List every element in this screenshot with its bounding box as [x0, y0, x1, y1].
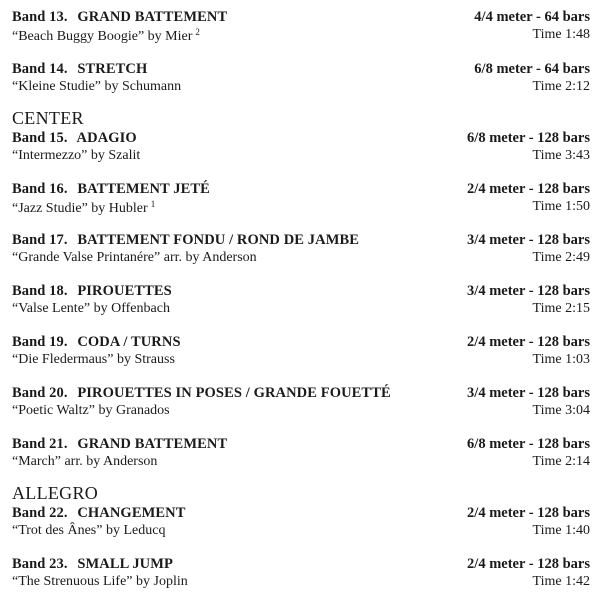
piece-credit [12, 148, 140, 164]
track-time: Time 3:04 [532, 403, 590, 418]
exercise-name: CODA / TURNS [77, 334, 181, 350]
piece-title: “Valse Lente” by Offenbach [12, 301, 170, 316]
band-20-entry [12, 385, 590, 421]
exercise-name: ADAGIO [76, 130, 137, 146]
track-time: Time 1:40 [532, 523, 590, 538]
band-number: Band 22. [12, 505, 68, 521]
footnote-marker: 1 [150, 199, 156, 209]
band-title [12, 436, 227, 453]
track-time: Time 2:14 [532, 454, 590, 469]
track-time: Time 3:43 [532, 148, 590, 163]
piece-title: “Grande Valse Printanére” arr. by Anderson [12, 250, 257, 265]
band-title [12, 385, 391, 402]
band-number: Band 15. [12, 130, 68, 146]
piece-credit [12, 301, 170, 317]
piece-title: “March” arr. by Anderson [12, 454, 158, 469]
exercise-name: BATTEMENT JETÉ [77, 181, 210, 197]
piece-credit [12, 574, 188, 590]
piece-title: “Beach Buggy Boogie” by Mier [12, 29, 193, 44]
piece-title: “Trot des Ânes” by Leducq [12, 523, 166, 538]
meter-info: 3/4 meter - 128 bars [467, 232, 590, 248]
band-title [12, 130, 137, 147]
band-title [12, 181, 210, 198]
exercise-name: GRAND BATTEMENT [77, 9, 228, 25]
band-13-entry [12, 9, 590, 45]
exercise-name: CHANGEMENT [77, 505, 186, 521]
track-time: Time 1:42 [532, 574, 590, 589]
band-22-entry [12, 505, 590, 541]
section-heading-center: CENTER [12, 108, 84, 128]
band-number: Band 21. [12, 436, 68, 452]
footnote-marker: 2 [195, 27, 200, 37]
band-number: Band 23. [12, 556, 68, 572]
band-number: Band 17. [12, 232, 68, 248]
band-16-entry [12, 181, 590, 217]
meter-info: 2/4 meter - 128 bars [467, 181, 590, 197]
piece-title: “Jazz Studie” by Hubler [12, 201, 148, 216]
exercise-name: PIROUETTES IN POSES / GRANDE FOUETTÉ [77, 385, 391, 401]
meter-info: 3/4 meter - 128 bars [467, 283, 590, 299]
piece-title: “Kleine Studie” by Schumann [12, 79, 182, 94]
band-23-entry [12, 556, 590, 592]
band-title [12, 232, 359, 249]
exercise-name: GRAND BATTEMENT [77, 436, 228, 452]
band-number: Band 19. [12, 334, 68, 350]
meter-info: 6/8 meter - 64 bars [474, 61, 590, 77]
track-time: Time 1:48 [532, 27, 590, 42]
meter-info: 4/4 meter - 64 bars [474, 9, 590, 25]
piece-credit [12, 454, 157, 470]
track-time: Time 1:03 [532, 352, 590, 367]
meter-info: 2/4 meter - 128 bars [467, 505, 590, 521]
piece-credit [12, 79, 181, 95]
meter-info: 6/8 meter - 128 bars [467, 436, 590, 452]
piece-title: “Intermezzo” by Szalit [12, 148, 141, 163]
piece-credit [12, 523, 165, 539]
meter-info: 2/4 meter - 128 bars [467, 334, 590, 350]
band-number: Band 13. [12, 9, 68, 25]
band-number: Band 20. [12, 385, 68, 401]
band-title [12, 556, 173, 573]
piece-credit [12, 403, 170, 419]
band-17-entry [12, 232, 590, 268]
meter-info: 6/8 meter - 128 bars [467, 130, 590, 146]
track-time: Time 2:15 [532, 301, 590, 316]
band-18-entry [12, 283, 590, 319]
band-14-entry [12, 61, 590, 97]
band-title [12, 283, 172, 300]
piece-title: “Poetic Waltz” by Granados [12, 403, 170, 418]
piece-credit [12, 199, 155, 217]
band-21-entry [12, 436, 590, 472]
meter-info: 3/4 meter - 128 bars [467, 385, 590, 401]
section-heading-allegro: ALLEGRO [12, 483, 99, 503]
track-time: Time 1:50 [532, 199, 590, 214]
band-title [12, 334, 181, 351]
band-number: Band 16. [12, 181, 68, 197]
exercise-name: STRETCH [77, 61, 148, 77]
band-15-entry [12, 130, 590, 166]
meter-info: 2/4 meter - 128 bars [467, 556, 590, 572]
track-time: Time 2:12 [532, 79, 590, 94]
track-time: Time 2:49 [532, 250, 590, 265]
exercise-name: PIROUETTES [77, 283, 172, 299]
band-title [12, 505, 186, 522]
exercise-name: SMALL JUMP [77, 556, 173, 572]
piece-title: “The Strenuous Life” by Joplin [12, 574, 188, 589]
piece-credit [12, 27, 200, 45]
piece-credit [12, 352, 175, 368]
piece-title: “Die Fledermaus” by Strauss [12, 352, 175, 367]
band-title [12, 9, 227, 26]
band-title [12, 61, 147, 78]
band-number: Band 18. [12, 283, 68, 299]
band-number: Band 14. [12, 61, 68, 77]
exercise-name: BATTEMENT FONDU / ROND DE JAMBE [77, 232, 360, 248]
band-19-entry [12, 334, 590, 370]
piece-credit [12, 250, 257, 266]
